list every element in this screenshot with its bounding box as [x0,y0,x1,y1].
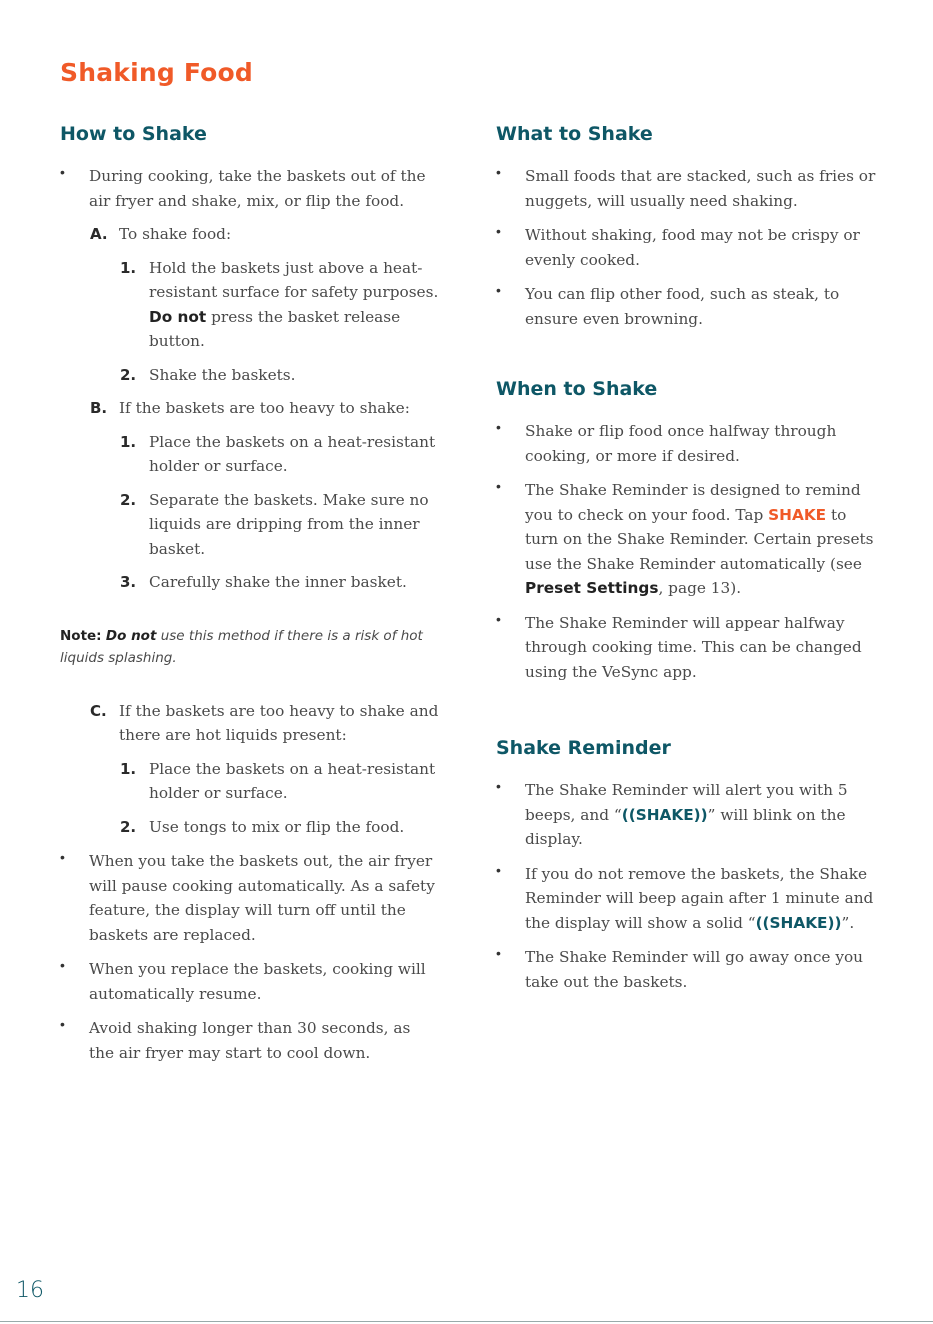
list-item [496,778,876,852]
text-run: to turn on the Shake Reminder. Certain presets use the Shake Reminder automatically (see [525,505,874,573]
bullet-text [525,862,876,936]
step-marker: 2. [120,365,137,384]
page-number: 16 [16,1278,44,1303]
step-text: Hold the baskets just above a heat-resistant surface for safety purposes. [149,258,439,301]
step-item [60,488,440,562]
step-item [60,757,440,806]
what-to-shake-list [496,164,876,331]
bullet-text: • Shake or flip food once halfway through cooking, or more if desired. [525,422,837,465]
list-item [60,849,440,947]
bottom-divider [0,1321,933,1322]
note-label: Note: [60,627,102,644]
note-text: use this method if there is a risk of hot liquids splashing. [60,627,423,666]
list-item [496,164,876,213]
list-item [496,223,876,272]
bullet-text: • During cooking, take the baskets out of the air fryer and shake, mix, or flip the food. [89,167,426,210]
step-text: Use tongs to mix or flip the food. [149,817,405,836]
step-text: Place the baskets on a heat-resistant holder or surface. [149,432,436,475]
step-text: Carefully shake the inner basket. [149,573,407,591]
text-run: , page 13). [658,579,742,597]
page-title: Shaking Food [60,58,253,87]
bullet-text [525,778,876,852]
when-to-shake-heading: When to Shake [496,378,658,400]
sub-item-b [60,396,440,421]
how-to-shake-heading: How to Shake [60,123,207,145]
note-bold: Do not [105,627,157,644]
step-marker: 3. [120,573,137,591]
list-item [60,1016,440,1065]
list-item [496,611,876,685]
list-item [496,282,876,331]
shake-reminder-list [496,778,876,994]
bullet-text: • The Shake Reminder will appear halfway through cooking time. This can be changed using the VeSync app. [525,613,862,681]
preset-settings-ref: Preset Settings [525,579,659,597]
text-run: The Shake Reminder will alert you with 5 beeps, and “ [525,781,848,824]
how-to-shake-list [60,164,440,1065]
bullet-text: • Avoid shaking longer than 30 seconds, as the air fryer may start to cool down. [89,1019,411,1062]
list-item [60,957,440,1006]
step-marker: 1. [120,759,137,778]
shake-display-text: ((SHAKE)) [755,913,842,932]
bullet-text: • The Shake Reminder will go away once you take out the baskets. [525,948,864,991]
right-column [496,120,876,1004]
text-run: If you do not remove the baskets, the Shake Reminder will beep again after 1 minute and the display will show a solid “ [525,864,874,932]
step-item [60,363,440,388]
step-text: Separate the baskets. Make sure no liquids are dripping from the inner basket. [149,490,429,558]
step-bold: Do not [149,307,207,326]
sub-marker: A. [90,225,108,243]
list-item [496,862,876,936]
sub-item-a [60,222,440,247]
bullet-text [525,478,876,601]
step-item [60,815,440,840]
bullet-text: • When you take the baskets out, the air fryer will pause cooking automatically. As a safety feature, the display will turn off until the baskets are replaced. [89,852,435,944]
sub-item-c [60,699,440,748]
what-to-shake-heading: What to Shake [496,123,653,145]
bullet-text: • When you replace the baskets, cooking will automatically resume. [89,960,426,1003]
sub-text: If the baskets are too heavy to shake: [119,399,410,417]
text-run: ”. [841,913,855,932]
sub-text: If the baskets are too heavy to shake and there are hot liquids present: [119,701,439,744]
shake-display-text: ((SHAKE)) [621,805,708,824]
step-marker: 1. [120,258,137,277]
text-run: The Shake Reminder is designed to remind you to check on your food. Tap [525,481,861,524]
list-item [496,945,876,994]
when-to-shake-list [496,419,876,684]
sub-marker: B. [90,399,108,417]
step-marker: 2. [120,817,137,836]
list-item [496,419,876,468]
shake-reminder-heading: Shake Reminder [496,737,671,759]
step-item [60,256,440,354]
step-marker: 1. [120,432,137,451]
step-text: press the basket release button. [149,307,401,350]
step-text: Place the baskets on a heat-resistant holder or surface. [149,759,436,802]
step-marker: 2. [120,490,137,509]
list-item [496,478,876,601]
left-column [60,120,440,1075]
step-item [60,430,440,479]
sub-text: To shake food: [119,225,232,243]
step-text: Shake the baskets. [149,365,296,384]
sub-marker: C. [90,701,107,720]
shake-button-label: SHAKE [768,505,827,524]
bullet-text: • You can flip other food, such as steak, to ensure even browning. [525,285,840,328]
list-item [60,164,440,839]
text-run: ” will blink on the display. [525,805,846,848]
step-item [60,570,440,595]
bullet-text: • Small foods that are stacked, such as fries or nuggets, will usually need shaking. [525,167,876,210]
bullet-text: • Without shaking, food may not be crispy or evenly cooked. [525,226,860,269]
note [60,625,440,669]
